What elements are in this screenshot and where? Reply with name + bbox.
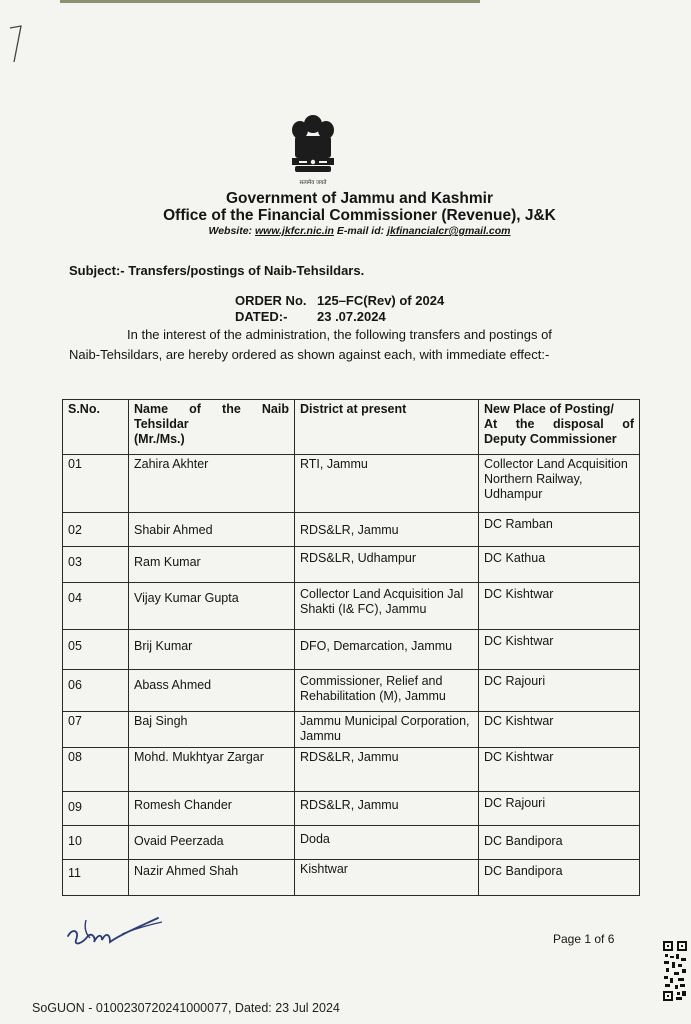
email-label: E-mail id:: [336, 225, 385, 237]
header-sno: S.No.: [63, 400, 129, 455]
cell-district: RDS&LR, Jammu: [295, 513, 479, 547]
cell-sno: 10: [63, 826, 129, 860]
cell-posting: DC Kathua: [479, 547, 640, 583]
cell-name: Ovaid Peerzada: [129, 826, 295, 860]
cell-posting: DC Rajouri: [479, 670, 640, 712]
cell-district: Doda: [295, 826, 479, 860]
website-link[interactable]: www.jkfcr.nic.in: [254, 225, 334, 237]
cell-posting: DC Bandipora: [479, 826, 640, 860]
cell-sno: 08: [63, 748, 129, 792]
subject-line: Subject:- Transfers/postings of Naib-Tehsildars.: [69, 263, 365, 278]
header-name-line-1: Name of the Naib: [134, 402, 289, 416]
header-posting: [479, 400, 640, 455]
intro-paragraph: [69, 325, 609, 365]
table-row: [63, 748, 640, 792]
cell-sno: 05: [63, 630, 129, 670]
cell-sno: 01: [63, 455, 129, 513]
signature-image: [62, 912, 172, 957]
table-row: [63, 860, 640, 896]
cell-name: Shabir Ahmed: [129, 513, 295, 547]
qr-code-icon: [662, 940, 688, 1002]
cell-name: Zahira Akhter: [129, 455, 295, 513]
intro-line-2: Naib-Tehsildars, are hereby ordered as shown against each, with immediate effect:-: [69, 347, 550, 362]
scan-edge-line: [60, 0, 480, 3]
cell-district: Kishtwar: [295, 860, 479, 896]
cell-district: RDS&LR, Jammu: [295, 748, 479, 792]
order-date-label: DATED:-: [235, 309, 288, 324]
cell-name: Nazir Ahmed Shah: [129, 860, 295, 896]
header-name-line-2: Tehsildar: [134, 417, 189, 431]
office-title: Office of the Financial Commissioner (Revenue), J&K: [163, 207, 556, 224]
page-number: Page 1 of 6: [553, 932, 615, 946]
table-header-row: [63, 400, 640, 455]
table-row: [63, 826, 640, 860]
cell-name: Mohd. Mukhtyar Zargar: [129, 748, 295, 792]
government-title: Government of Jammu and Kashmir: [225, 190, 493, 207]
cell-district: Commissioner, Relief and Rehabilitation (M), Jammu: [295, 670, 479, 712]
cell-posting: DC Kishtwar: [479, 583, 640, 630]
emblem-caption: सत्यमेव जयते: [299, 180, 327, 186]
order-block: [235, 293, 444, 325]
table-row: [63, 712, 640, 748]
order-no-label: ORDER No.: [235, 293, 307, 308]
table-row: [63, 455, 640, 513]
cell-sno: 06: [63, 670, 129, 712]
cell-sno: 07: [63, 712, 129, 748]
cell-district: RTI, Jammu: [295, 455, 479, 513]
cell-sno: 03: [63, 547, 129, 583]
national-emblem-icon: [283, 110, 343, 190]
cell-sno: 09: [63, 792, 129, 826]
cell-name: Abass Ahmed: [129, 670, 295, 712]
cell-posting: DC Ramban: [479, 513, 640, 547]
order-date-value: 23 .07.2024: [317, 309, 386, 324]
cell-district: Jammu Municipal Corporation, Jammu: [295, 712, 479, 748]
cell-district: Collector Land Acquisition Jal Shakti (I& FC), Jammu: [295, 583, 479, 630]
cell-sno: 04: [63, 583, 129, 630]
table-row: [63, 513, 640, 547]
cell-posting: DC Rajouri: [479, 792, 640, 826]
website-label: Website:: [208, 225, 253, 237]
header-posting-line-3: Deputy Commissioner: [484, 432, 617, 446]
cell-name: Vijay Kumar Gupta: [129, 583, 295, 630]
header-district: District at present: [295, 400, 479, 455]
cell-sno: 02: [63, 513, 129, 547]
table-row: [63, 670, 640, 712]
footer-reference: SoGUON - 0100230720241000077, Dated: 23 Jul 2024: [32, 1001, 340, 1015]
pen-mark: [6, 22, 26, 66]
cell-name: Romesh Chander: [129, 792, 295, 826]
cell-posting: DC Bandipora: [479, 860, 640, 896]
header-posting-line-2: At the disposal of: [484, 417, 634, 431]
cell-posting: DC Kishtwar: [479, 712, 640, 748]
cell-name: Ram Kumar: [129, 547, 295, 583]
cell-posting: DC Kishtwar: [479, 748, 640, 792]
table-row: [63, 792, 640, 826]
contact-line: [14, 225, 691, 237]
table-row: [63, 547, 640, 583]
header-name-line-3: (Mr./Ms.): [134, 432, 185, 446]
cell-name: Brij Kumar: [129, 630, 295, 670]
email-link[interactable]: jkfinancialcr@gmail.com: [387, 225, 511, 237]
cell-name: Baj Singh: [129, 712, 295, 748]
header-name: [129, 400, 295, 455]
table-row: [63, 583, 640, 630]
intro-line-1: In the interest of the administration, the following transfers and postings of: [127, 327, 552, 342]
header-posting-line-1: New Place of Posting/: [484, 402, 614, 416]
cell-posting: Collector Land Acquisition Northern Railway, Udhampur: [479, 455, 640, 513]
cell-district: DFO, Demarcation, Jammu: [295, 630, 479, 670]
transfers-table: [62, 399, 640, 896]
cell-district: RDS&LR, Udhampur: [295, 547, 479, 583]
table-row: [63, 630, 640, 670]
cell-posting: DC Kishtwar: [479, 630, 640, 670]
cell-sno: 11: [63, 860, 129, 896]
order-no-value: 125–FC(Rev) of 2024: [317, 293, 445, 308]
cell-district: RDS&LR, Jammu: [295, 792, 479, 826]
